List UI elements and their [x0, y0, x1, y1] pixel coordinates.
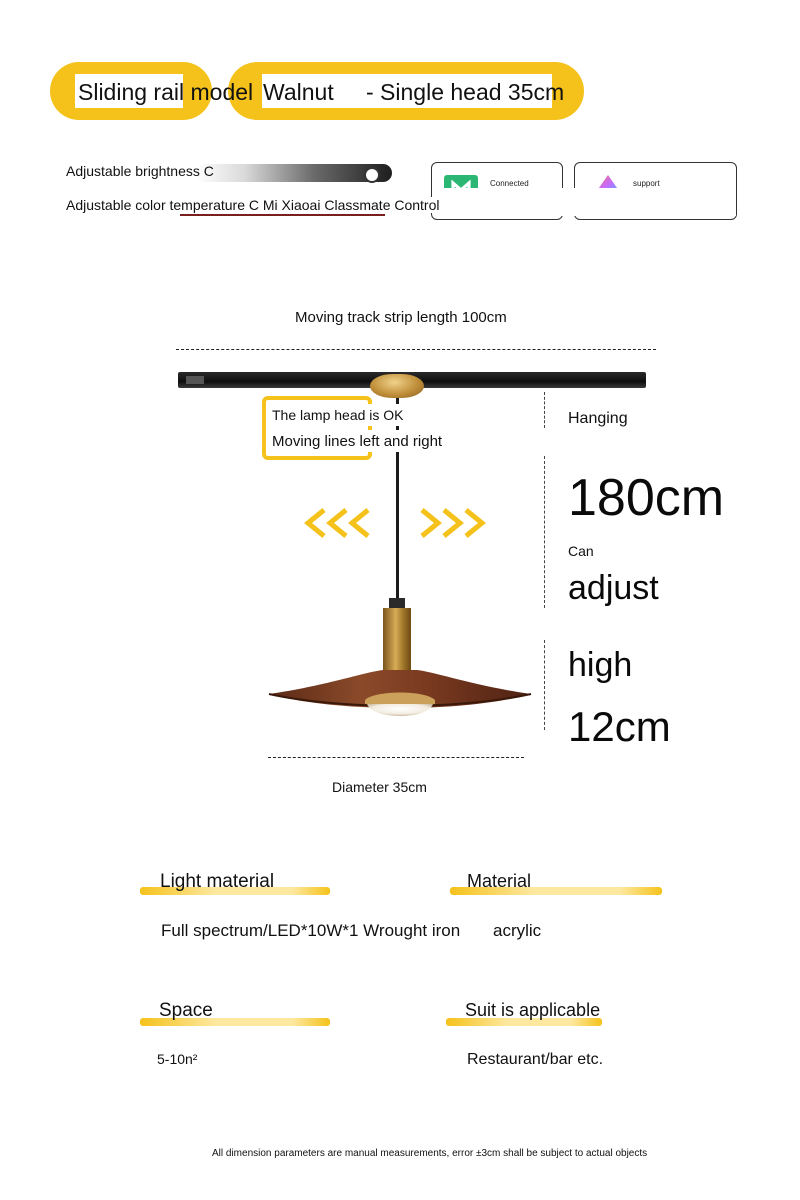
suit-value: Restaurant/bar etc.	[467, 1051, 604, 1068]
measurement-note: All dimension parameters are manual measurements, error ±3cm shall be subject to actual objects	[212, 1148, 648, 1159]
arrow-right-icon	[408, 506, 488, 540]
light-material-label: Light material	[160, 871, 275, 892]
track-dimension-line	[176, 349, 656, 350]
finish-label: Walnut	[263, 79, 334, 105]
track-length-label: Moving track strip length 100cm	[295, 309, 507, 326]
high-label: high	[568, 646, 633, 684]
space-label: Space	[159, 1000, 213, 1021]
hanging-dimension-line	[544, 456, 545, 608]
cards-overlay-strip	[436, 188, 736, 216]
space-value: 5-10n²	[157, 1051, 198, 1067]
lamp-shade	[265, 660, 535, 740]
hanging-value: 180cm	[568, 469, 725, 527]
track-end-left	[186, 376, 204, 384]
hanging-label: Hanging	[568, 410, 628, 427]
high-dimension-line	[544, 640, 545, 730]
mijia-card-text: Connected	[490, 179, 529, 188]
suit-label: Suit is applicable	[465, 1000, 601, 1020]
arrow-left-icon	[302, 506, 382, 540]
diameter-label: Diameter 35cm	[332, 779, 427, 795]
diameter-dimension-line	[268, 757, 524, 758]
moving-lines-label: Moving lines left and right	[272, 433, 443, 450]
lamp-canopy	[370, 374, 424, 398]
material-label: Material	[467, 871, 532, 891]
can-label: Can	[568, 543, 594, 559]
lamp-cable	[396, 398, 399, 598]
adjust-label: adjust	[568, 569, 659, 607]
support-card-text: support	[633, 179, 660, 188]
high-value: 12cm	[568, 703, 671, 750]
color-temp-slider-edge	[180, 214, 385, 216]
hanging-dimension-line-top	[544, 392, 545, 428]
head-ok-label: The lamp head is OK	[272, 407, 404, 423]
brightness-label: Adjustable brightness C	[66, 163, 214, 179]
material-value: acrylic	[493, 921, 542, 940]
brightness-slider[interactable]	[196, 164, 392, 182]
color-temp-label: Adjustable color temperature C Mi Xiaoai Classmate Control	[66, 197, 440, 213]
light-material-value: Full spectrum/LED*10W*1 Wrought iron	[161, 921, 461, 940]
variant-label: - Single head 35cm	[366, 79, 565, 105]
model-label: Sliding rail model	[78, 79, 254, 105]
